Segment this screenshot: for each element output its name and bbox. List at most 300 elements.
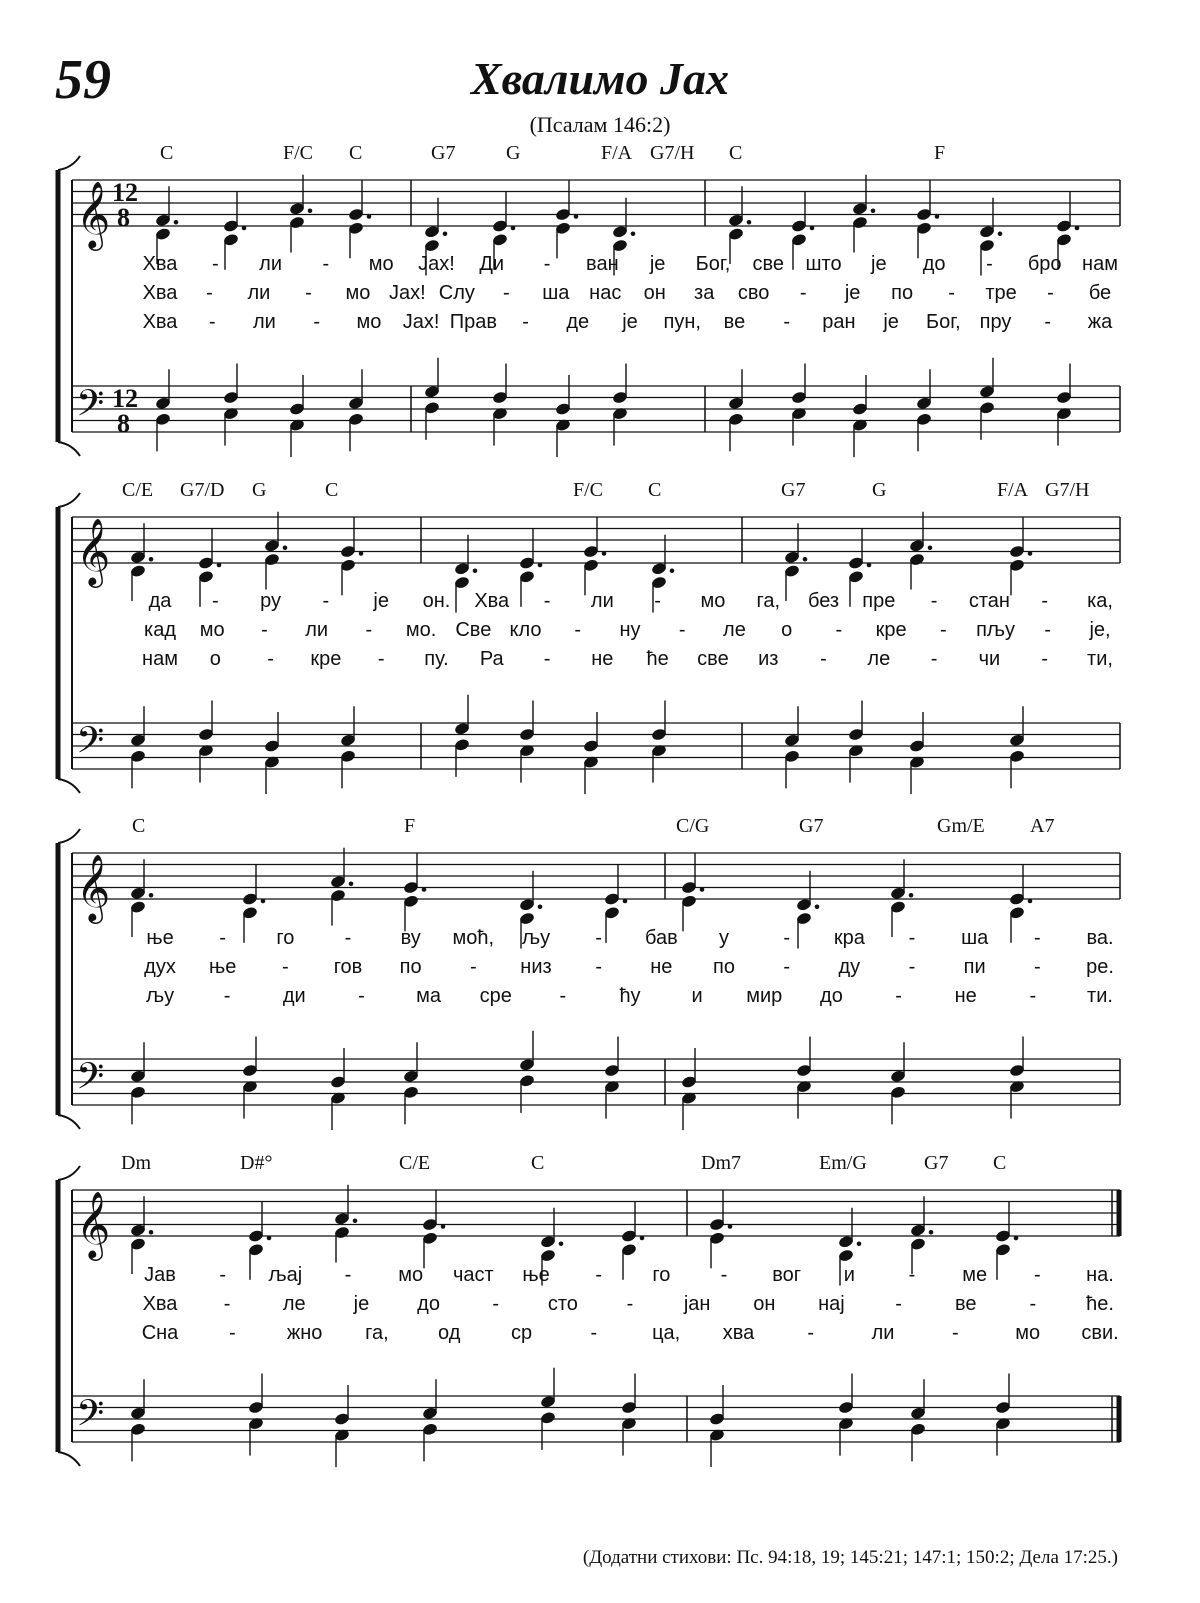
footnote-references: (Додатни стихови: Пс. 94:18, 19; 145:21; 147:1; 150:2; Дела 17:25.) [582, 1547, 1118, 1568]
chord-symbol: G7 [431, 142, 456, 164]
lyric-syllable: ца, [652, 1322, 681, 1344]
time-signature-bottom: 8 [117, 203, 130, 232]
lyric-syllable: Хва [474, 590, 510, 612]
lyric-syllable: у [719, 927, 729, 949]
chord-symbol: F/C [573, 479, 604, 501]
psalm-reference: (Псалам 146:2) [529, 112, 671, 137]
lyric-syllable: је [844, 282, 861, 304]
bracket-hook-bottom [58, 779, 80, 793]
lyric-syllable: мо [1015, 1322, 1041, 1344]
lyric-syllable: пљу [976, 619, 1016, 641]
lyric-hyphen: - [807, 1322, 815, 1344]
lyric-hyphen: - [267, 648, 274, 670]
chord-symbol: Gm/E [937, 815, 985, 837]
lyric-syllable: ве [954, 1293, 977, 1315]
lyric-syllable: де [566, 311, 590, 333]
lyric-hyphen: - [930, 590, 938, 612]
lyric-syllable: Јах! [389, 282, 426, 304]
lyric-hyphen: - [522, 311, 529, 333]
lyric-syllable: ди [282, 985, 306, 1007]
lyric-syllable: ле [282, 1293, 306, 1315]
chord-symbol: Dm [121, 1152, 151, 1174]
lyric-syllable: ли [590, 590, 614, 612]
lyric-syllable: хва [722, 1322, 755, 1344]
chord-symbol: C [325, 479, 339, 501]
lyric-hyphen: - [322, 590, 330, 612]
lyric-syllable: ти. [1087, 985, 1113, 1007]
augmentation-dot [441, 1224, 446, 1229]
lyric-syllable: о [781, 619, 793, 641]
lyric-syllable: жа [1087, 311, 1113, 333]
augmentation-dot [261, 899, 266, 904]
lyric-syllable: Хва [142, 1293, 178, 1315]
lyric-syllable: Ди [479, 253, 505, 275]
lyric-syllable: вог [772, 1264, 802, 1286]
lyric-syllable: ће [646, 648, 669, 670]
lyric-syllable: је [649, 253, 666, 275]
augmentation-dot [349, 881, 354, 886]
chord-symbol: C [648, 479, 662, 501]
chord-symbol: C [132, 815, 146, 837]
lyric-syllable: од [438, 1322, 461, 1344]
lyric-hyphen: - [654, 590, 661, 612]
lyric-syllable: Све [455, 619, 492, 641]
augmentation-dot [283, 545, 288, 550]
lyric-syllable: ли [871, 1322, 895, 1344]
lyric-hyphen: - [305, 282, 312, 304]
augmentation-dot [308, 208, 313, 213]
lyric-hyphen: - [720, 1264, 728, 1286]
lyric-syllable: по [891, 282, 914, 304]
lyric-syllable: ма [416, 985, 441, 1007]
bass-clef-icon: 𝄢 [76, 719, 105, 771]
augmentation-dot [149, 893, 154, 898]
lyric-hyphen: - [543, 253, 551, 275]
lyric-hyphen: - [908, 927, 916, 949]
chord-symbol: C [160, 142, 174, 164]
chord-symbol: C/E [122, 479, 154, 501]
music-system-2 [0, 477, 1200, 777]
lyric-syllable: нам [1082, 253, 1118, 275]
lyric-hyphen: - [948, 282, 955, 304]
lyric-hyphen: - [626, 1293, 634, 1315]
time-signature-top: 12 [112, 384, 138, 413]
lyric-syllable: ду [838, 956, 861, 978]
lyric-hyphen: - [678, 619, 686, 641]
augmentation-dot [538, 904, 543, 909]
lyric-syllable: љу [145, 985, 175, 1007]
lyric-syllable: мир [746, 985, 783, 1007]
chord-symbol: C [729, 142, 743, 164]
augmentation-dot [815, 904, 820, 909]
chord-symbol: G [872, 479, 887, 501]
lyric-syllable: ван [586, 253, 619, 275]
treble-clef-icon: 𝄞 [76, 853, 111, 921]
augmentation-dot [998, 231, 1003, 236]
augmentation-dot [174, 220, 179, 225]
lyric-syllable: кад [144, 619, 176, 641]
treble-clef-icon: 𝄞 [76, 1190, 111, 1258]
lyric-hyphen: - [895, 985, 902, 1007]
lyric-syllable: он [643, 282, 666, 304]
chord-symbol: Em/G [819, 1152, 867, 1174]
augmentation-dot [857, 1241, 862, 1246]
lyric-syllable: сво [737, 282, 770, 304]
augmentation-dot [1014, 1236, 1019, 1241]
music-system-4 [0, 1150, 1200, 1450]
lyric-syllable: пун, [663, 311, 701, 333]
lyric-hyphen: - [952, 1322, 959, 1344]
lyric-syllable: Слу [438, 282, 475, 304]
lyric-syllable: из [758, 648, 779, 670]
lyric-syllable: Јах! [418, 253, 455, 275]
augmentation-dot [1028, 551, 1033, 556]
chord-symbol: F [934, 142, 946, 164]
lyric-syllable: мо [700, 590, 726, 612]
lyric-hyphen: - [1044, 311, 1052, 333]
lyric-syllable: ње [146, 927, 174, 949]
augmentation-dot [1028, 899, 1033, 904]
augmentation-dot [149, 557, 154, 562]
bracket-hook-bottom [58, 1452, 80, 1466]
lyric-syllable: низ [520, 956, 552, 978]
lyric-hyphen: - [492, 1293, 500, 1315]
augmentation-dot [422, 887, 427, 892]
chord-symbol: G7/H [1045, 479, 1090, 501]
lyric-hyphen: - [377, 648, 385, 670]
lyric-syllable: ну [619, 619, 641, 641]
augmentation-dot [871, 208, 876, 213]
lyric-syllable: Бог, [925, 311, 961, 333]
lyric-hyphen: - [783, 311, 790, 333]
bracket-hook-top [58, 829, 80, 843]
lyric-syllable: нај [818, 1293, 845, 1315]
lyric-syllable: љај [268, 1264, 303, 1286]
hymn-number: 59 [55, 49, 111, 111]
lyric-syllable: мо [356, 311, 382, 333]
lyric-syllable: и [843, 1264, 855, 1286]
lyric-hyphen: - [344, 1264, 352, 1286]
lyric-syllable: ве [723, 311, 746, 333]
lyric-syllable: ва. [1086, 927, 1114, 949]
augmentation-dot [728, 1224, 733, 1229]
bass-clef-icon: 𝄢 [76, 382, 105, 434]
lyric-syllable: по [713, 956, 735, 978]
lyric-hyphen: - [543, 648, 551, 670]
lyric-hyphen: - [223, 985, 231, 1007]
lyric-syllable: сре [479, 985, 512, 1007]
lyric-syllable: ли [259, 253, 282, 275]
augmentation-dot [1075, 226, 1080, 231]
lyric-hyphen: - [206, 282, 213, 304]
lyric-hyphen: - [469, 956, 477, 978]
lyric-syllable: за [694, 282, 715, 304]
lyric-syllable: је [373, 590, 389, 612]
chord-symbol: C/E [399, 1152, 431, 1174]
augmentation-dot [359, 551, 364, 556]
lyric-syllable: го [652, 1264, 671, 1286]
chord-symbol: G [506, 142, 521, 164]
lyric-hyphen: - [1047, 282, 1054, 304]
augmentation-dot [670, 568, 675, 573]
lyric-hyphen: - [783, 927, 790, 949]
lyric-hyphen: - [223, 1293, 231, 1315]
lyric-hyphen: - [261, 619, 268, 641]
lyric-syllable: на. [1086, 1264, 1114, 1286]
lyric-hyphen: - [1029, 1293, 1037, 1315]
lyric-syllable: Јав [144, 1264, 176, 1286]
lyric-hyphen: - [211, 253, 219, 275]
lyric-syllable: ме [962, 1264, 988, 1286]
lyric-syllable: гов [333, 956, 363, 978]
bracket-hook-top [58, 156, 80, 170]
lyric-syllable: је [871, 253, 887, 275]
lyric-hyphen: - [559, 985, 567, 1007]
augmentation-dot [700, 887, 705, 892]
treble-clef-icon: 𝄞 [76, 517, 111, 585]
lyric-hyphen: - [1041, 648, 1049, 670]
lyric-hyphen: - [543, 590, 551, 612]
lyric-syllable: ву [400, 927, 421, 949]
lyric-syllable: је [353, 1293, 370, 1315]
lyric-syllable: дух [144, 956, 176, 978]
augmentation-dot [574, 214, 579, 219]
lyric-syllable: до [820, 985, 843, 1007]
lyric-syllable: нам [142, 648, 178, 670]
lyric-hyphen: - [783, 956, 790, 978]
lyric-syllable: је [622, 311, 638, 333]
lyric-syllable: Хва [142, 253, 178, 275]
lyric-syllable: ка, [1087, 590, 1113, 612]
augmentation-dot [242, 226, 247, 231]
lyric-syllable: моћ, [452, 927, 495, 949]
lyric-hyphen: - [595, 927, 602, 949]
chord-symbol: C [993, 1152, 1007, 1174]
augmentation-dot [443, 231, 448, 236]
lyric-syllable: ле [867, 648, 891, 670]
lyric-hyphen: - [820, 648, 827, 670]
lyric-hyphen: - [344, 927, 352, 949]
lyric-syllable: без [807, 590, 840, 612]
lyric-syllable: га, [365, 1322, 389, 1344]
lyric-syllable: мо. [405, 619, 437, 641]
bass-clef-icon: 𝄢 [76, 1392, 105, 1444]
hymn-title: Хвалимо Јах [470, 53, 730, 104]
lyric-syllable: ша [961, 927, 989, 949]
time-signature-top: 12 [112, 178, 138, 207]
augmentation-dot [267, 1236, 272, 1241]
lyric-hyphen: - [365, 619, 373, 641]
lyric-syllable: он. [422, 590, 451, 612]
lyric-syllable: пре [862, 590, 896, 612]
lyric-syllable: стан [968, 590, 1010, 612]
lyric-syllable: не [591, 648, 614, 670]
lyric-syllable: Ра [479, 648, 504, 670]
lyric-syllable: јан [683, 1293, 711, 1315]
lyric-syllable: је, [1089, 619, 1111, 641]
lyric-syllable: не [954, 985, 977, 1007]
lyric-syllable: ће. [1086, 1293, 1114, 1315]
lyric-syllable: мо [345, 282, 371, 304]
lyric-syllable: бе [1088, 282, 1112, 304]
lyric-hyphen: - [595, 1264, 602, 1286]
lyric-syllable: Сна [141, 1322, 179, 1344]
augmentation-dot [631, 231, 636, 236]
lyric-syllable: пу. [424, 648, 449, 670]
augmentation-dot [511, 226, 516, 231]
lyric-syllable: ран [822, 311, 856, 333]
augmentation-dot [217, 563, 222, 568]
lyric-hyphen: - [1033, 927, 1041, 949]
lyric-hyphen: - [358, 985, 365, 1007]
lyric-hyphen: - [219, 1264, 226, 1286]
bracket-hook-bottom [58, 1115, 80, 1129]
lyric-syllable: ли [247, 282, 271, 304]
augmentation-dot [559, 1241, 564, 1246]
lyric-syllable: Прав [449, 311, 497, 333]
augmentation-dot [473, 568, 478, 573]
chord-symbol: Dm7 [701, 1152, 741, 1174]
lyric-hyphen: - [930, 648, 938, 670]
lyric-syllable: мо [199, 619, 225, 641]
augmentation-dot [602, 551, 607, 556]
lyric-hyphen: - [1033, 956, 1041, 978]
augmentation-dot [803, 557, 808, 562]
chord-symbol: F/C [283, 142, 314, 164]
lyric-syllable: о [209, 648, 221, 670]
augmentation-dot [935, 214, 940, 219]
augmentation-dot [747, 220, 752, 225]
lyric-syllable: све [697, 648, 729, 670]
bass-clef-icon: 𝄢 [76, 1055, 105, 1107]
lyric-syllable: он [753, 1293, 776, 1315]
augmentation-dot [640, 1236, 645, 1241]
chord-symbol: G7/D [180, 479, 225, 501]
augmentation-dot [909, 893, 914, 898]
augmentation-dot [928, 545, 933, 550]
lyric-syllable: ћу [619, 985, 641, 1007]
time-signature-bottom: 8 [117, 409, 130, 438]
lyric-hyphen: - [908, 956, 916, 978]
lyric-syllable: Јах! [402, 311, 440, 333]
lyric-syllable: мо [398, 1264, 424, 1286]
lyric-syllable: ре. [1086, 956, 1114, 978]
lyric-syllable: чи [978, 648, 1001, 670]
lyric-syllable: ти, [1087, 648, 1113, 670]
lyric-syllable: је [883, 311, 899, 333]
chord-symbol: F/A [601, 142, 633, 164]
lyric-syllable: кре [875, 619, 907, 641]
chord-symbol: F [404, 815, 416, 837]
lyric-syllable: Бог, [695, 253, 731, 275]
chord-symbol: C [349, 142, 363, 164]
augmentation-dot [623, 899, 628, 904]
lyric-hyphen: - [986, 253, 993, 275]
lyric-syllable: кло [509, 619, 542, 641]
lyric-hyphen: - [502, 282, 510, 304]
lyric-hyphen: - [281, 956, 289, 978]
bracket-hook-top [58, 493, 80, 507]
lyric-syllable: кре [310, 648, 342, 670]
lyric-hyphen: - [908, 1264, 916, 1286]
lyric-hyphen: - [895, 1293, 902, 1315]
lyric-syllable: бав [644, 927, 678, 949]
lyric-hyphen: - [1029, 985, 1037, 1007]
lyric-hyphen: - [322, 253, 330, 275]
lyric-hyphen: - [219, 927, 226, 949]
lyric-syllable: сви. [1081, 1322, 1119, 1344]
bracket-hook-bottom [58, 442, 80, 456]
lyric-hyphen: - [211, 590, 219, 612]
chord-symbol: C/G [676, 815, 710, 837]
lyric-syllable: што [805, 253, 842, 275]
lyric-hyphen: - [574, 619, 582, 641]
lyric-syllable: мо [368, 253, 394, 275]
chord-symbol: G7/H [650, 142, 695, 164]
chord-symbol: G [252, 479, 267, 501]
lyric-syllable: сто [547, 1293, 578, 1315]
lyric-hyphen: - [313, 311, 320, 333]
lyric-syllable: кра [833, 927, 865, 949]
lyric-syllable: ле [723, 619, 746, 641]
lyric-syllable: до [922, 253, 946, 275]
lyric-syllable: га, [756, 590, 781, 612]
chord-symbol: A7 [1030, 815, 1055, 837]
bracket-hook-top [58, 1166, 80, 1180]
lyric-syllable: до [417, 1293, 440, 1315]
lyric-syllable: жно [286, 1322, 323, 1344]
lyric-syllable: пи [963, 956, 986, 978]
lyric-hyphen: - [835, 619, 843, 641]
chord-symbol: C [531, 1152, 545, 1174]
lyric-hyphen: - [1033, 1264, 1041, 1286]
lyric-hyphen: - [208, 311, 216, 333]
chord-symbol: G7 [924, 1152, 949, 1174]
lyric-syllable: ње [522, 1264, 550, 1286]
chord-symbol: F/A [997, 479, 1029, 501]
lyric-syllable: по [399, 956, 422, 978]
chord-symbol: G7 [781, 479, 806, 501]
lyric-syllable: да [148, 590, 172, 612]
lyric-syllable: ру [260, 590, 282, 612]
lyric-hyphen: - [1044, 619, 1052, 641]
chord-symbol: G7 [799, 815, 824, 837]
lyric-syllable: тре [985, 282, 1017, 304]
treble-clef-icon: 𝄞 [76, 180, 111, 248]
augmentation-dot [149, 1230, 154, 1235]
lyric-syllable: ср [510, 1322, 533, 1344]
lyric-syllable: ли [253, 311, 276, 333]
lyric-hyphen: - [1041, 590, 1049, 612]
lyric-hyphen: - [228, 1322, 236, 1344]
lyric-syllable: не [650, 956, 673, 978]
augmentation-dot [929, 1230, 934, 1235]
lyric-syllable: пру [979, 311, 1012, 333]
lyric-syllable: ње [208, 956, 237, 978]
lyric-syllable: љу [521, 927, 551, 949]
lyric-syllable: ша [542, 282, 570, 304]
augmentation-dot [810, 226, 815, 231]
lyric-hyphen: - [799, 282, 807, 304]
lyric-syllable: нас [589, 282, 622, 304]
lyric-syllable: Хва [142, 311, 178, 333]
lyric-hyphen: - [590, 1322, 598, 1344]
lyric-hyphen: - [939, 619, 947, 641]
lyric-hyphen: - [595, 956, 602, 978]
lyric-syllable: и [691, 985, 703, 1007]
lyric-syllable: све [752, 253, 784, 275]
augmentation-dot [367, 214, 372, 219]
